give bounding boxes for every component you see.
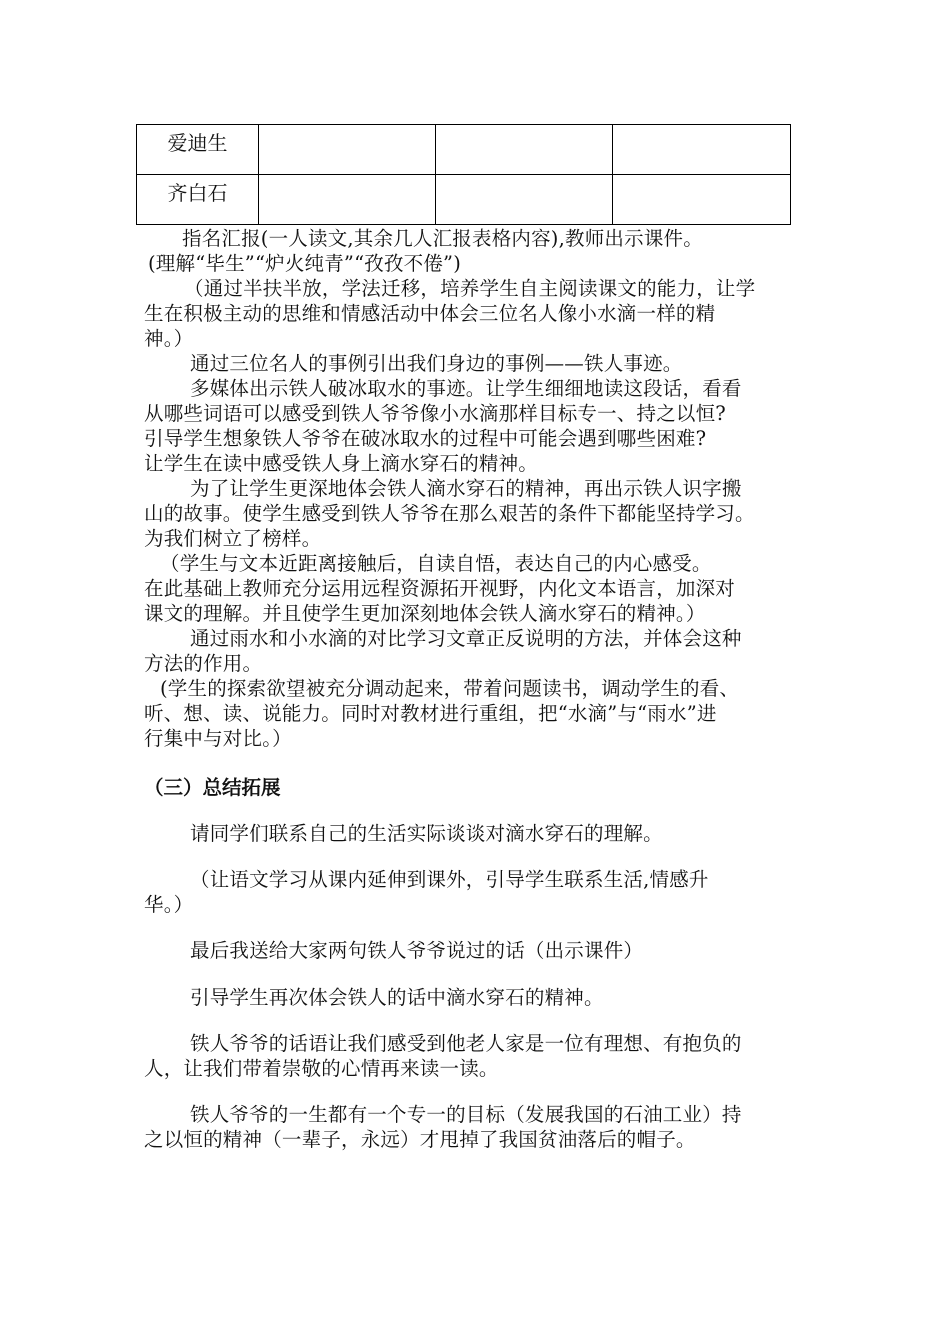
section-heading: （三）总结拓展 — [144, 776, 281, 799]
paragraph-note-2-line1: （学生与文本近距离接触后，自读自悟，表达自己的内心感受。 — [160, 552, 712, 575]
paragraph-quote: 最后我送给大家两句铁人爷爷说过的话（出示课件） — [190, 939, 644, 962]
table-cell — [436, 175, 613, 225]
table-cell — [259, 175, 436, 225]
paragraph-compare-line2: 方法的作用。 — [144, 652, 263, 675]
paragraph-note-2-line2: 在此基础上教师充分运用远程资源拓开视野，内化文本语言，加深对 — [144, 577, 736, 600]
paragraph-note-3-line1: (学生的探索欲望被充分调动起来，带着问题读书，调动学生的看、 — [160, 677, 740, 700]
paragraph-story-line2: 山的故事。使学生感受到铁人爷爷在那么艰苦的条件下都能坚持学习。 — [144, 502, 755, 525]
paragraph-compare-line1: 通过雨水和小水滴的对比学习文章正反说明的方法，并体会这种 — [190, 627, 742, 650]
paragraph-ice-line3: 引导学生想象铁人爷爷在破冰取水的过程中可能会遇到哪些困难? — [144, 427, 707, 450]
paragraph-note-1-line3: 神。） — [144, 327, 194, 350]
paragraph-story-line3: 为我们树立了榜样。 — [144, 527, 322, 550]
paragraph-guide: 引导学生再次体会铁人的话中滴水穿石的精神。 — [190, 986, 604, 1009]
paragraph-note-3-line3: 行集中与对比。） — [144, 727, 292, 750]
paragraph-story-line1: 为了让学生更深地体会铁人滴水穿石的精神，再出示铁人识字搬 — [190, 477, 742, 500]
paragraph-discuss: 请同学们联系自己的生活实际谈谈对滴水穿石的理解。 — [190, 822, 663, 845]
table-cell — [436, 125, 613, 175]
paragraph-words-line2: 人，让我们带着崇敬的心情再来读一读。 — [144, 1057, 499, 1080]
paragraph-examples: 通过三位名人的事例引出我们身边的事例——铁人事迹。 — [190, 352, 683, 375]
table-cell — [613, 175, 791, 225]
paragraph-life-line1: 铁人爷爷的一生都有一个专一的目标（发展我国的石油工业）持 — [190, 1103, 742, 1126]
paragraph-note-3-line2: 听、想、读、说能力。同时对教材进行重组，把“水滴”与“雨水”进 — [144, 702, 717, 725]
paragraph-ice-line1: 多媒体出示铁人破冰取水的事迹。让学生细细地读这段话，看看 — [190, 377, 742, 400]
table-cell — [259, 125, 436, 175]
table-cell-name: 齐白石 — [137, 175, 259, 225]
paragraph-life-line2: 之以恒的精神（一辈子，永远）才甩掉了我国贫油落后的帽子。 — [144, 1128, 696, 1151]
paragraph-ice-line4: 让学生在读中感受铁人身上滴水穿石的精神。 — [144, 452, 539, 475]
paragraph-words-line1: 铁人爷爷的话语让我们感受到他老人家是一位有理想、有抱负的 — [190, 1032, 742, 1055]
paragraph-note-1-line1: （通过半扶半放，学法迁移，培养学生自主阅读课文的能力，让学 — [184, 277, 756, 300]
paragraph-understand: (理解“毕生”“炉火纯青”“孜孜不倦”) — [148, 252, 462, 275]
paragraph-report: 指名汇报(一人读文,其余几人汇报表格内容),教师出示课件。 — [182, 227, 703, 250]
paragraph-note-4-line2: 华。） — [144, 893, 194, 916]
paragraph-note-4-line1: （让语文学习从课内延伸到课外，引导学生联系生活,情感升 — [190, 868, 709, 891]
paragraph-note-2-line3: 课文的理解。并且使学生更加深刻地体会铁人滴水穿石的精神。） — [144, 602, 706, 625]
paragraph-note-1-line2: 生在积极主动的思维和情感活动中体会三位名人像小水滴一样的精 — [144, 302, 716, 325]
paragraph-ice-line2: 从哪些词语可以感受到铁人爷爷像小水滴那样目标专一、持之以恒? — [144, 402, 726, 425]
table-row — [137, 175, 791, 225]
table-cell-name: 爱迪生 — [137, 125, 259, 175]
table-cell — [613, 125, 791, 175]
person-table — [136, 124, 791, 225]
table-row — [137, 125, 791, 175]
